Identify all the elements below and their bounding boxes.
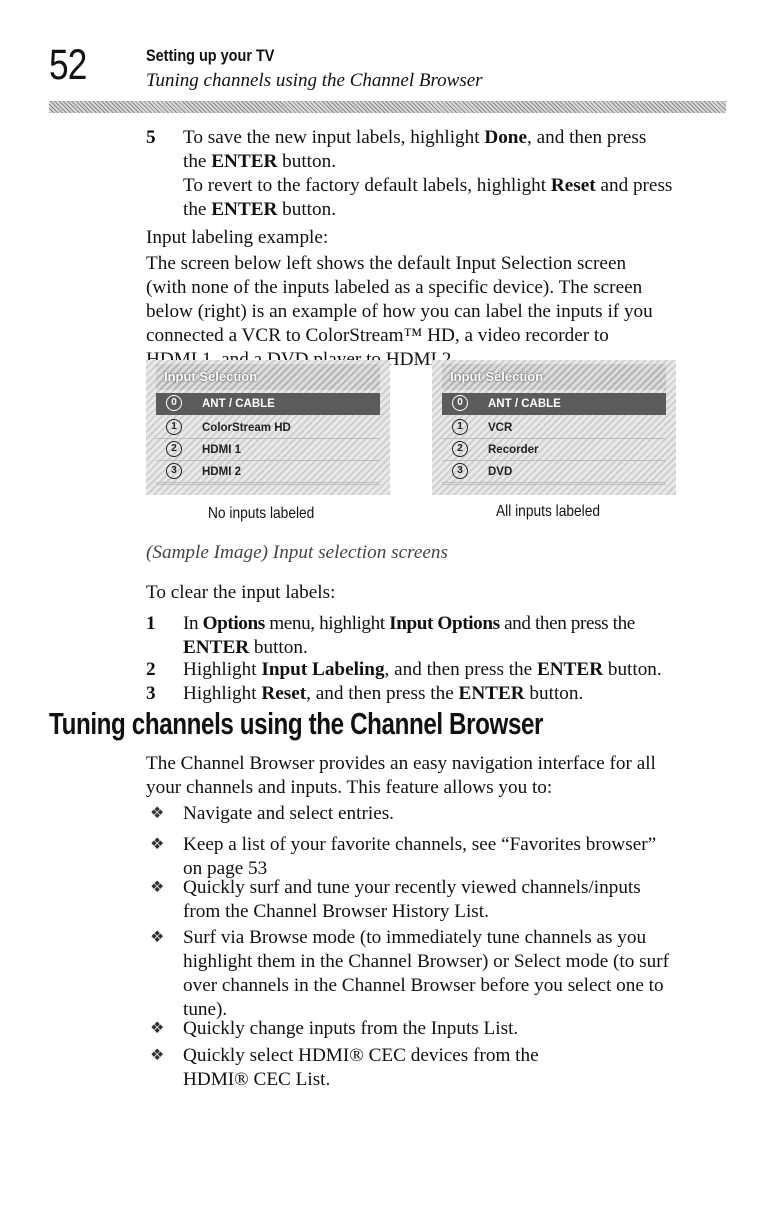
screen-caption: No inputs labeled bbox=[208, 505, 315, 522]
input-selection-screen-default bbox=[146, 360, 390, 495]
bullet-icon: ❖ bbox=[150, 836, 165, 853]
bullet-text: Quickly surf and tune your recently viewed channels/inputs bbox=[183, 877, 641, 898]
bullet-text: Navigate and select entries. bbox=[183, 803, 394, 824]
screen-row: 2 HDMI 1 bbox=[156, 439, 380, 461]
header-rule bbox=[49, 101, 726, 113]
bullet-icon: ❖ bbox=[150, 929, 165, 946]
section-title: Tuning channels using the Channel Browser bbox=[49, 706, 544, 741]
bullet-text: tune). bbox=[183, 999, 228, 1020]
bullet-text: on page 53 bbox=[183, 858, 268, 879]
step-5-line: To revert to the factory default labels, highlight Reset and press bbox=[183, 175, 673, 196]
screen-caption: All inputs labeled bbox=[496, 503, 601, 520]
section-header: Setting up your TV bbox=[146, 46, 275, 65]
intro-line: The Channel Browser provides an easy navigation interface for all bbox=[146, 753, 656, 774]
bullet-text: Quickly select HDMI® CEC devices from the bbox=[183, 1045, 539, 1066]
subsection-header: Tuning channels using the Channel Browser bbox=[146, 70, 483, 91]
screen-row: 3 DVD bbox=[442, 461, 666, 483]
bullet-text: over channels in the Channel Browser before you select one to bbox=[183, 975, 664, 996]
screen-row: 1 ColorStream HD bbox=[156, 417, 380, 439]
clear-intro: To clear the input labels: bbox=[146, 582, 336, 603]
step-number: 2 bbox=[146, 659, 156, 680]
clear-step-line: ENTER button. bbox=[183, 637, 308, 658]
clear-step-line: In Options menu, highlight Input Options and then press the bbox=[183, 613, 635, 634]
bullet-text: Surf via Browse mode (to immediately tune channels as you bbox=[183, 927, 647, 948]
screen-row: 0 ANT / CABLE bbox=[156, 393, 380, 415]
screen-title: Input Selection bbox=[156, 364, 380, 390]
example-text-line: The screen below left shows the default Input Selection screen bbox=[146, 253, 627, 274]
screen-title: Input Selection bbox=[442, 364, 666, 390]
intro-line: your channels and inputs. This feature allows you to: bbox=[146, 777, 553, 798]
page-number: 52 bbox=[49, 41, 87, 89]
example-label: Input labeling example: bbox=[146, 227, 329, 248]
step-number: 3 bbox=[146, 683, 156, 704]
step-5-line: the ENTER button. bbox=[183, 199, 336, 220]
step-number: 1 bbox=[146, 613, 156, 634]
step-5-line: To save the new input labels, highlight Done, and then press bbox=[183, 127, 647, 148]
clear-step-line: Highlight Reset, and then press the ENTER button. bbox=[183, 683, 584, 704]
bullet-icon: ❖ bbox=[150, 1047, 165, 1064]
screen-row: 2 Recorder bbox=[442, 439, 666, 461]
bullet-text: from the Channel Browser History List. bbox=[183, 901, 489, 922]
screen-footer bbox=[442, 484, 666, 491]
screen-row: 3 HDMI 2 bbox=[156, 461, 380, 483]
bullet-text: Quickly change inputs from the Inputs List. bbox=[183, 1018, 519, 1039]
bullet-text: HDMI® CEC List. bbox=[183, 1069, 331, 1090]
bullet-icon: ❖ bbox=[150, 805, 165, 822]
screen-row: 1 VCR bbox=[442, 417, 666, 439]
bullet-icon: ❖ bbox=[150, 1020, 165, 1037]
input-selection-screen-labeled bbox=[432, 360, 676, 495]
step-number: 5 bbox=[146, 127, 156, 148]
example-text-line: connected a VCR to ColorStream™ HD, a video recorder to bbox=[146, 325, 609, 346]
example-text-line: below (right) is an example of how you can label the inputs if you bbox=[146, 301, 653, 322]
bullet-text: Keep a list of your favorite channels, see “Favorites browser” bbox=[183, 834, 657, 855]
bullet-text: highlight them in the Channel Browser) or Select mode (to surf bbox=[183, 951, 669, 972]
figure-caption: (Sample Image) Input selection screens bbox=[146, 542, 448, 563]
example-text-line: (with none of the inputs labeled as a specific device). The screen bbox=[146, 277, 643, 298]
example-text-line: HDMI bbox=[385, 349, 437, 370]
step-5-line: the ENTER button. bbox=[183, 151, 336, 172]
screen-row: 0 ANT / CABLE bbox=[442, 393, 666, 415]
bullet-icon: ❖ bbox=[150, 879, 165, 896]
clear-step-line: Highlight Input Labeling, and then press the ENTER button. bbox=[183, 659, 662, 680]
screen-footer bbox=[156, 484, 380, 491]
